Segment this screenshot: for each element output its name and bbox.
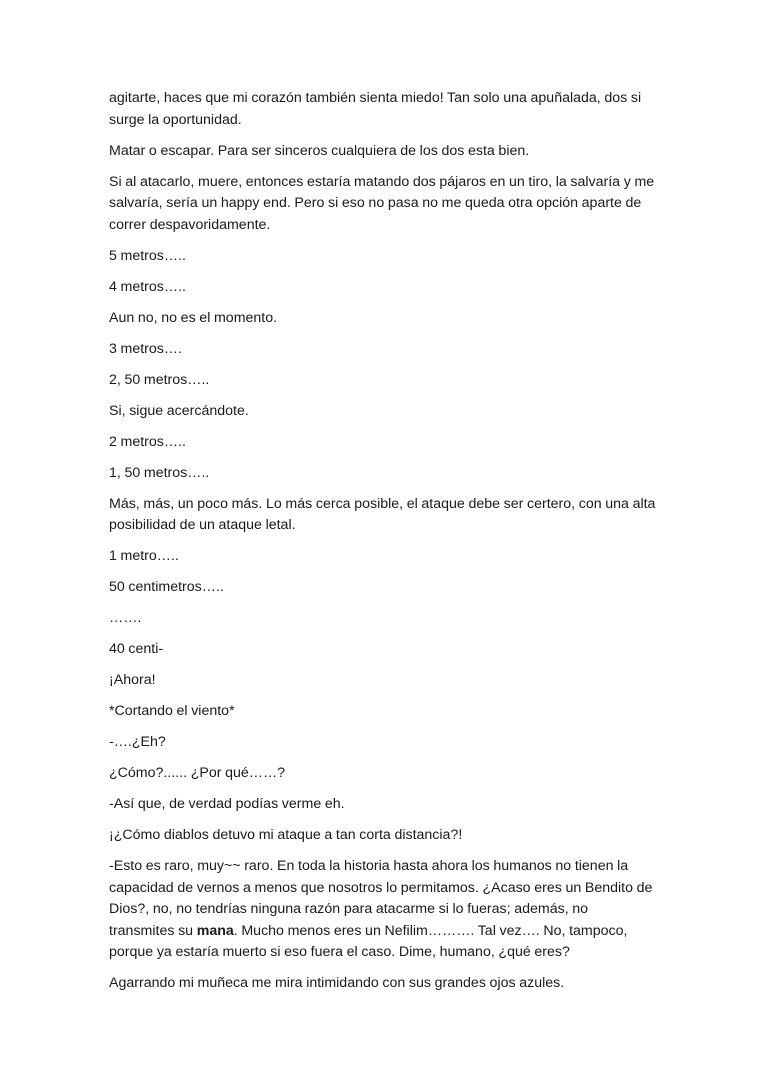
- paragraph-with-bold: [109, 856, 657, 964]
- paragraph: Si, sigue acercándote.: [109, 402, 249, 419]
- text-span: . Mucho menos eres un Nefilim………. Tal vez…. No, tampoco, porque ya estaría muerto si eso fuera el caso. Dime, humano, ¿qué eres?: [109, 922, 628, 960]
- paragraph: -Así que, de verdad podías verme eh.: [109, 796, 345, 812]
- paragraph: ¡¿Cómo diablos detuvo mi ataque a tan corta distancia?!: [109, 827, 463, 843]
- paragraph: Si al atacarlo, muere, entonces estaría matando dos pájaros en un tiro, la salvaría y me salvaría, sería un happy end. Pero si eso no pasa no me queda otra opción aparte de correr despavoridamente.: [109, 173, 655, 233]
- text-span: -Esto es raro, muy~~ raro. En toda la historia hasta ahora los humanos no tienen la capacidad de vernos a menos que nosotros lo permitamos. ¿Acaso eres un Bendito de Dios?, no, no tendrías ninguna razón para atacarme si lo fueras; además, no transmites su: [109, 858, 653, 939]
- paragraph: Agarrando mi muñeca me mira intimidando con sus grandes ojos azules.: [109, 975, 565, 991]
- paragraph: 2, 50 metros…..: [109, 371, 210, 388]
- paragraph: 1 metro…..: [109, 548, 179, 564]
- document-body: [109, 88, 657, 1004]
- paragraph: 50 centimetros…..: [109, 579, 224, 595]
- paragraph: Aun no, no es el momento.: [109, 309, 278, 326]
- paragraph: Matar o escapar. Para ser sinceros cualquiera de los dos esta bien.: [109, 142, 530, 159]
- paragraph: 3 metros….: [109, 340, 183, 357]
- paragraph: 1, 50 metros…..: [109, 464, 210, 481]
- paragraph: 5 metros…..: [109, 247, 186, 264]
- paragraph: ¡Ahora!: [109, 672, 156, 688]
- paragraph: Más, más, un poco más. Lo más cerca posible, el ataque debe ser certero, con una alta posibilidad de un ataque letal.: [109, 495, 656, 533]
- paragraph: agitarte, haces que mi corazón también sienta miedo! Tan solo una apuñalada, dos si surge la oportunidad.: [109, 90, 642, 128]
- paragraph: 4 metros…..: [109, 278, 186, 295]
- paragraph: 2 metros…..: [109, 433, 186, 450]
- paragraph: -….¿Eh?: [109, 734, 166, 750]
- paragraph: *Cortando el viento*: [109, 703, 235, 719]
- paragraph: ¿Cómo?...... ¿Por qué……?: [109, 765, 286, 781]
- paragraph: 40 centi-: [109, 641, 164, 657]
- bold-word: mana: [196, 922, 234, 939]
- paragraph: …….: [109, 610, 142, 626]
